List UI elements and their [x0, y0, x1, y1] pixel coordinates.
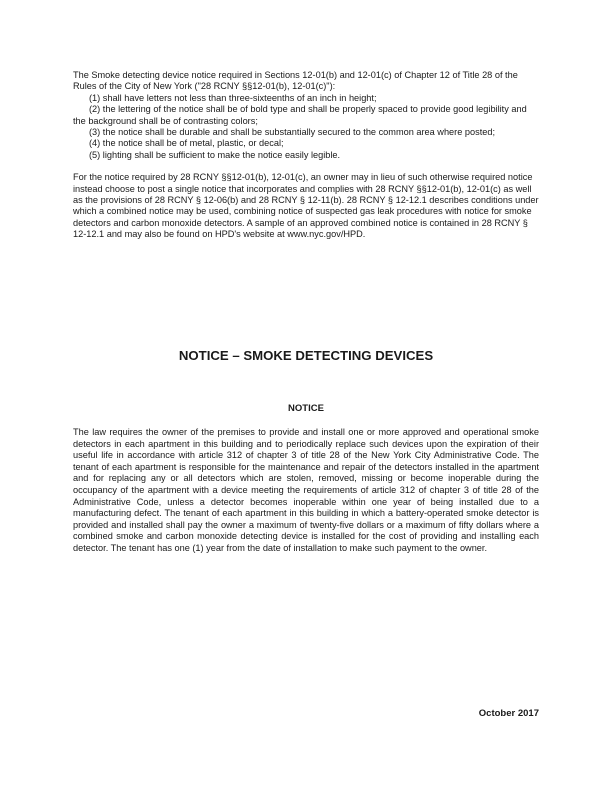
intro-paragraph: The Smoke detecting device notice required in Sections 12-01(b) and 12-01(c) of Chapter 12 of Title 28 of the Rules of the City of New York ("28 RCNY §§12-01(b), 12-01(c)"): — [73, 70, 518, 92]
requirement-item-2: (2) the lettering of the notice shall be of bold type and shall be properly spaced to provide good legibility and the background shall be of contrasting colors; — [73, 104, 527, 126]
paragraph-gap — [73, 161, 539, 172]
requirement-item-1: (1) shall have letters not less than three-sixteenths of an inch in height; — [89, 92, 377, 103]
requirement-item-5: (5) lighting shall be sufficient to make the notice easily legible. — [89, 149, 341, 160]
notice-subtitle: NOTICE — [288, 403, 324, 414]
requirement-item-3: (3) the notice shall be durable and shall be substantially secured to the common area where posted; — [89, 127, 496, 138]
notice-body: The law requires the owner of the premises to provide and install one or more approved and operational smoke detectors in each apartment in this building and to periodically replace such devices upon the expiration of their useful life in accordance with article 312 of chapter 3 of title 28 of the New York City Administrative Code. The tenant of each apartment is responsible for the maintenance and repair of the detectors installed in the apartment and for replacing any or all detectors which are stolen, removed, missing or become inoperable during the occupancy of the apartment with a device meeting the requirements of article 312 of chapter 3 of title 28 of the Administrative Code, unless a detector becomes inoperable within one year of being installed due to a manufacturing defect. The tenant of each apartment in this building in which a battery-operated smoke detector is provided and installed shall pay the owner a maximum of twenty-five dollars or a maximum of fifty dollars where a combined smoke and carbon monoxide detecting device is installed for the cost of providing and installing each detector. The tenant has one (1) year from the date of installation to make such payment to the owner. — [73, 427, 539, 553]
notice-title: NOTICE – SMOKE DETECTING DEVICES — [178, 348, 434, 363]
combined-notice-paragraph: For the notice required by 28 RCNY §§12-01(b), 12-01(c), an owner may in lieu of such otherwise required notice instead choose to post a single notice that incorporates and complies with 28 RCNY §§12-01(b), 12-01(c) as well as the provisions of 28 RCNY § 12-06(b) and 28 RCNY § 12-11(b). 28 RCNY § 12-12.1 describes conditions under which a combined notice may be used, combining notice of suspected gas leak procedures with notice for smoke detectors and carbon monoxide detectors. A sample of an approved combined notice is contained in 28 RCNY § 12-12.1 and may also be found on HPD's website at www.nyc.gov/HPD. — [73, 172, 539, 240]
document-page — [73, 70, 539, 553]
document-date: October 2017 — [478, 708, 539, 719]
requirement-item-4: (4) the notice shall be of metal, plastic, or decal; — [89, 138, 284, 149]
